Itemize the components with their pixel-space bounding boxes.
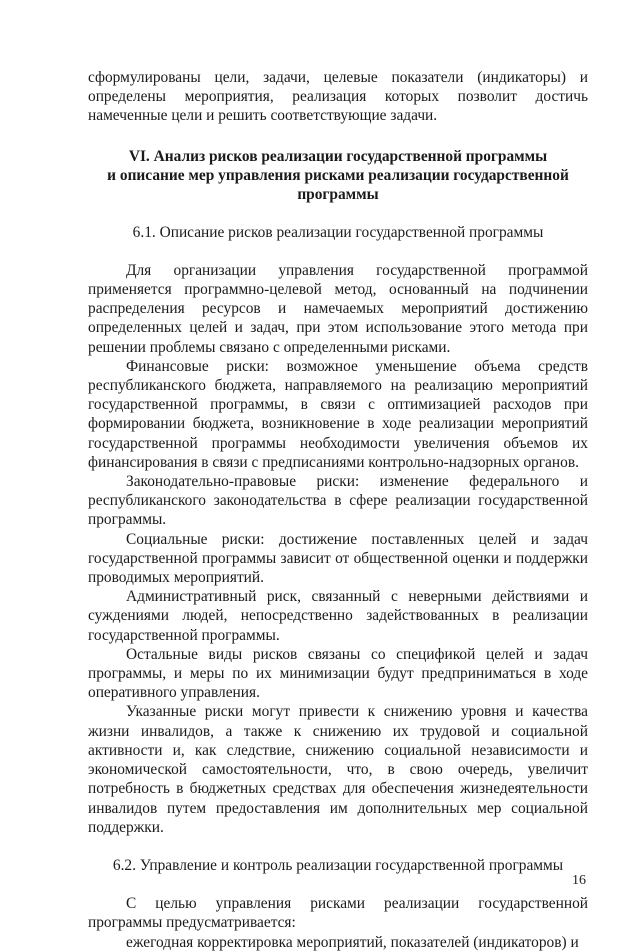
paragraph-annual-correction: ежегодная корректировка мероприятий, показателей (индикаторов) и xyxy=(126,933,579,951)
paragraph-financial-risks: Финансовые риски: возможное уменьшение объема средств республиканского бюджета, направляемого на реализацию мероприятий государственной программы, в связи с оптимизацией расходов при формировании бюджета, возникновение в ходе реализации мероприятий государственной программы необходимости увеличения объемов их финансирования в связи с предписаниями контрольно-надзорных органов. xyxy=(88,357,588,471)
section-title-line-3: программы xyxy=(297,185,379,203)
paragraph-method: Для организации управления государственной программой применяется программно-целевой метод, основанный на подчинении распределения ресурсов и намечаемых мероприятий достижению определенных целей и задач, при этом использование этого метода при решении проблемы связано с определенными рисками. xyxy=(88,261,588,356)
document-page xyxy=(88,68,588,952)
subsection-title-6-2: 6.2. Управление и контроль реализации государственной программы xyxy=(112,856,564,874)
page-number: 16 xyxy=(572,873,586,888)
paragraph-legal-risks: Законодательно-правовые риски: изменение федерального и республиканского законодательства в сфере реализации государственной программы. xyxy=(88,473,588,529)
section-title xyxy=(88,147,588,204)
paragraph-risk-management: С целью управления рисками реализации государственной программы предусматривается: xyxy=(88,895,588,932)
section-title-line-1: VI. Анализ рисков реализации государственной программы xyxy=(128,147,548,165)
paragraph-administrative-risk: Административный риск, связанный с неверными действиями и суждениями людей, непосредственно задействованных в реализации государственной программы. xyxy=(88,588,588,644)
intro-paragraph: сформулированы цели, задачи, целевые показатели (индикаторы) и определены мероприятия, реализация которых позволит достичь намеченные цели и решить соответствующие задачи. xyxy=(88,69,588,125)
paragraph-social-risks: Социальные риски: достижение поставленных целей и задач государственной программы зависит от общественной оценки и поддержки проводимых мероприятий. xyxy=(88,530,588,587)
section-title-line-2: и описание мер управления рисками реализации государственной xyxy=(107,166,569,184)
paragraph-other-risks: Остальные виды рисков связаны со спецификой целей и задач программы, и меры по их минимизации будут предприниматься в ходе оперативного управления. xyxy=(88,645,588,702)
subsection-title-6-1: 6.1. Описание рисков реализации государственной программы xyxy=(132,223,544,241)
paragraph-consequences: Указанные риски могут привести к снижению уровня и качества жизни инвалидов, а также к снижению их трудовой и социальной активности и, как следствие, снижению социальной независимости и экономической самостоятельности, что, в свою очередь, увеличит потребность в бюджетных средствах для обеспечения жизнедеятельности инвалидов путем предоставления им дополнительных мер социальной поддержки. xyxy=(88,703,588,836)
